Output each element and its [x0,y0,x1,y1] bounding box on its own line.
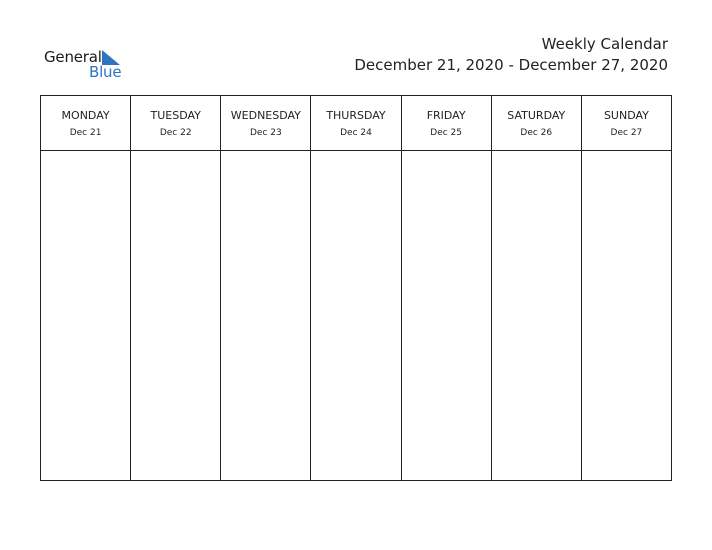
day-column-wednesday [221,96,311,480]
day-header [131,96,220,151]
day-column-tuesday [131,96,221,480]
day-column-thursday [311,96,401,480]
day-date: Dec 25 [430,128,462,138]
logo-word-blue: Blue [89,63,122,81]
day-cell[interactable] [41,151,130,480]
day-header [311,96,400,151]
day-name: SATURDAY [507,109,566,122]
day-cell[interactable] [402,151,491,480]
day-name: THURSDAY [326,109,386,122]
day-date: Dec 24 [340,128,372,138]
day-header [221,96,310,151]
week-grid [40,95,672,481]
day-name: SUNDAY [603,109,649,122]
day-cell[interactable] [582,151,671,480]
day-date: Dec 26 [520,128,553,138]
day-header [492,96,581,151]
page-title: Weekly Calendar [541,35,668,53]
day-cell[interactable] [131,151,220,480]
logo-word-general: General [44,48,102,66]
day-name: TUESDAY [150,109,201,122]
calendar-header [354,34,668,76]
day-cell[interactable] [221,151,310,480]
generalblue-logo [44,47,134,83]
day-column-saturday [492,96,582,480]
day-date: Dec 27 [610,128,643,138]
day-date: Dec 21 [69,128,102,138]
day-header [402,96,491,151]
day-cell[interactable] [492,151,581,480]
day-date: Dec 22 [159,128,192,138]
date-range: December 21, 2020 - December 27, 2020 [354,56,668,74]
day-date: Dec 23 [249,128,282,138]
day-name: WEDNESDAY [230,109,301,122]
day-column-sunday [582,96,671,480]
day-column-monday [41,96,131,480]
day-header [41,96,130,151]
day-name: MONDAY [61,109,110,122]
day-name: FRIDAY [426,109,466,122]
day-column-friday [402,96,492,480]
day-cell[interactable] [311,151,400,480]
day-header [582,96,671,151]
